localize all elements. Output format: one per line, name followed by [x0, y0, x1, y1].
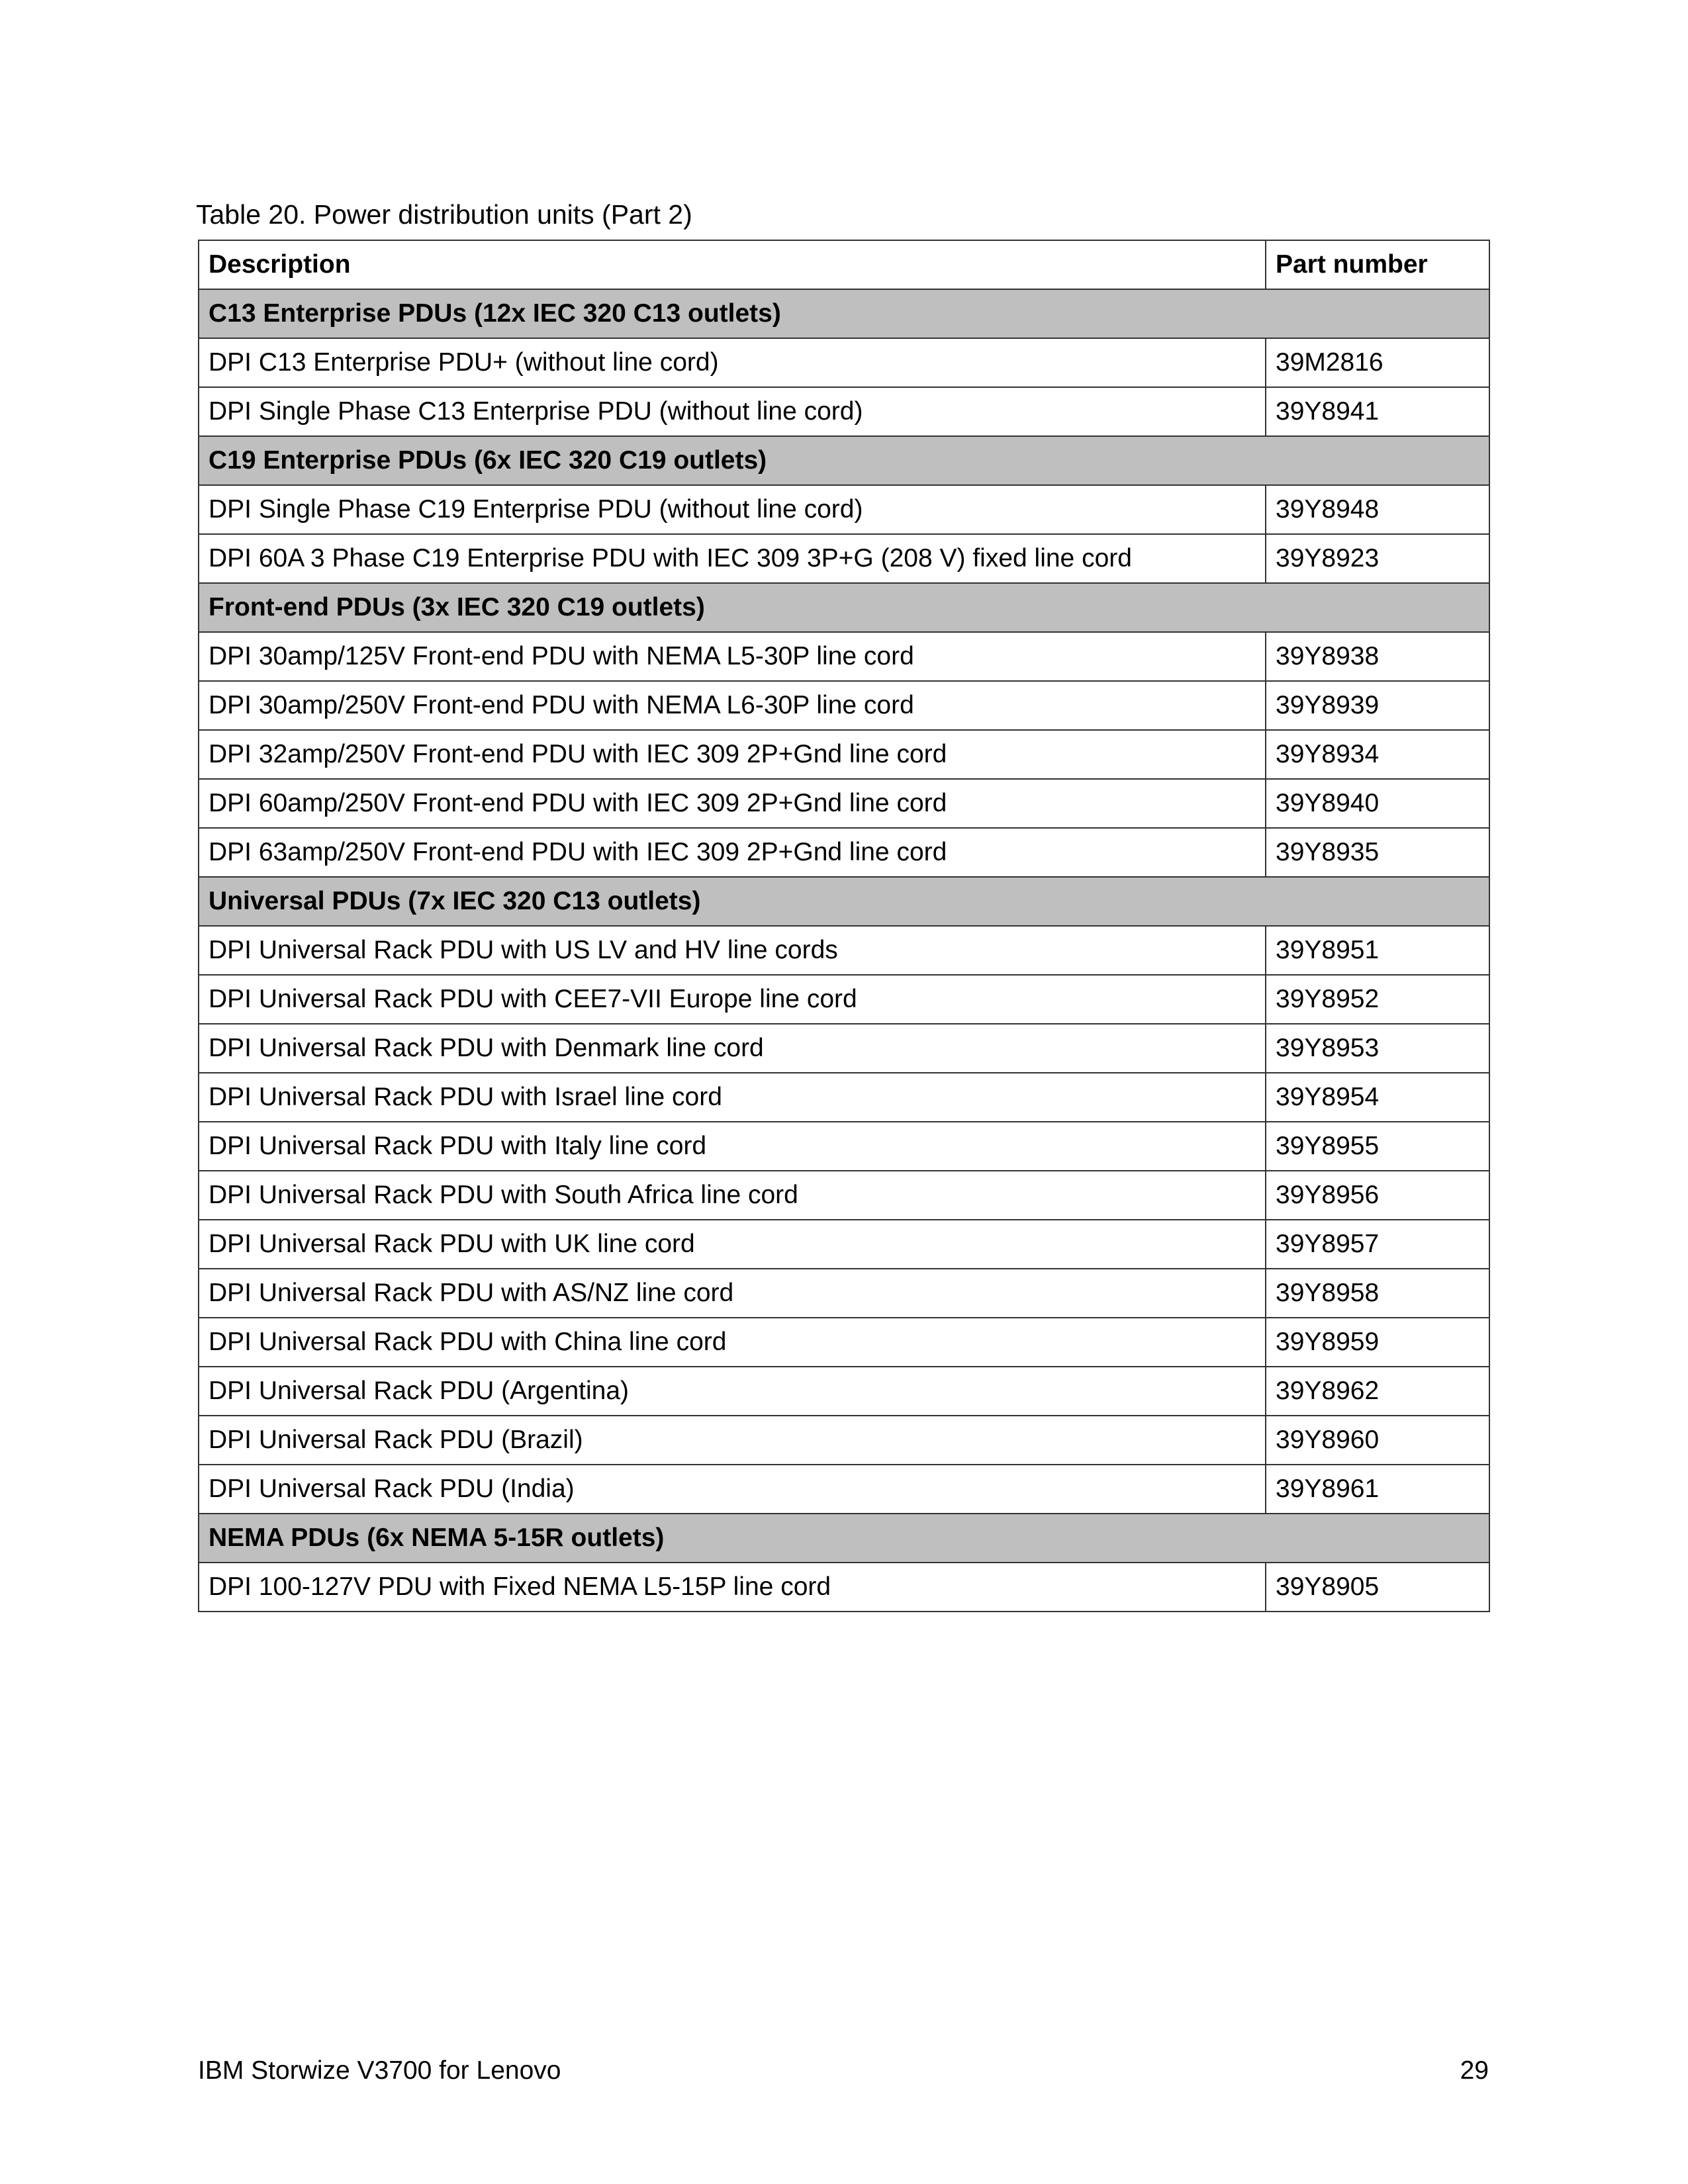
table-group-row: [199, 436, 1489, 485]
table-row: [199, 1465, 1489, 1514]
description-cell: DPI 60amp/250V Front-end PDU with IEC 309 2P+Gnd line cord: [199, 779, 1266, 828]
table-header-row: [199, 240, 1489, 289]
description-cell: DPI Universal Rack PDU with Israel line cord: [199, 1073, 1266, 1122]
part-number-cell: 39Y8961: [1266, 1465, 1489, 1514]
column-header-part-number: Part number: [1266, 240, 1489, 289]
part-number-cell: 39Y8934: [1266, 730, 1489, 779]
part-number-cell: 39Y8962: [1266, 1367, 1489, 1416]
description-cell: DPI Universal Rack PDU with US LV and HV line cords: [199, 926, 1266, 975]
table-row: [199, 1367, 1489, 1416]
part-number-cell: 39Y8960: [1266, 1416, 1489, 1465]
table-group-row: [199, 1514, 1489, 1563]
table-row: [199, 926, 1489, 975]
table-row: [199, 1024, 1489, 1073]
description-cell: DPI Single Phase C19 Enterprise PDU (without line cord): [199, 485, 1266, 534]
table-row: [199, 632, 1489, 681]
group-label: Universal PDUs (7x IEC 320 C13 outlets): [199, 877, 1489, 926]
part-number-cell: 39Y8956: [1266, 1171, 1489, 1220]
description-cell: DPI Universal Rack PDU with South Africa line cord: [199, 1171, 1266, 1220]
table-row: [199, 1318, 1489, 1367]
description-cell: DPI 100-127V PDU with Fixed NEMA L5-15P line cord: [199, 1563, 1266, 1612]
description-cell: DPI C13 Enterprise PDU+ (without line cord): [199, 338, 1266, 387]
part-number-cell: 39Y8939: [1266, 681, 1489, 730]
description-cell: DPI Universal Rack PDU with Italy line cord: [199, 1122, 1266, 1171]
description-cell: DPI 30amp/125V Front-end PDU with NEMA L5-30P line cord: [199, 632, 1266, 681]
description-cell: DPI Universal Rack PDU with UK line cord: [199, 1220, 1266, 1269]
part-number-cell: 39Y8952: [1266, 975, 1489, 1024]
part-number-cell: 39Y8923: [1266, 534, 1489, 583]
part-number-cell: 39Y8958: [1266, 1269, 1489, 1318]
pdu-table: [198, 240, 1490, 1612]
table-row: [199, 1563, 1489, 1612]
part-number-cell: 39Y8941: [1266, 387, 1489, 436]
description-cell: DPI 32amp/250V Front-end PDU with IEC 309 2P+Gnd line cord: [199, 730, 1266, 779]
table-row: [199, 1073, 1489, 1122]
table-row: [199, 1220, 1489, 1269]
table-group-row: [199, 877, 1489, 926]
column-header-description: Description: [199, 240, 1266, 289]
table-row: [199, 730, 1489, 779]
table-row: [199, 681, 1489, 730]
part-number-cell: 39Y8905: [1266, 1563, 1489, 1612]
part-number-cell: 39Y8959: [1266, 1318, 1489, 1367]
table-row: [199, 1269, 1489, 1318]
description-cell: DPI Universal Rack PDU (India): [199, 1465, 1266, 1514]
table-row: [199, 485, 1489, 534]
description-cell: DPI Universal Rack PDU (Argentina): [199, 1367, 1266, 1416]
part-number-cell: 39Y8938: [1266, 632, 1489, 681]
description-cell: DPI Universal Rack PDU (Brazil): [199, 1416, 1266, 1465]
description-cell: DPI Universal Rack PDU with Denmark line cord: [199, 1024, 1266, 1073]
description-cell: DPI Universal Rack PDU with China line cord: [199, 1318, 1266, 1367]
table-row: [199, 1122, 1489, 1171]
group-label: NEMA PDUs (6x NEMA 5-15R outlets): [199, 1514, 1489, 1563]
footer-document-title: IBM Storwize V3700 for Lenovo: [198, 2056, 561, 2085]
table-body: [199, 289, 1489, 1612]
table-group-row: [199, 583, 1489, 632]
group-label: Front-end PDUs (3x IEC 320 C19 outlets): [199, 583, 1489, 632]
group-label: C13 Enterprise PDUs (12x IEC 320 C13 outlets): [199, 289, 1489, 338]
table-row: [199, 534, 1489, 583]
description-cell: DPI Universal Rack PDU with AS/NZ line cord: [199, 1269, 1266, 1318]
description-cell: DPI 63amp/250V Front-end PDU with IEC 309 2P+Gnd line cord: [199, 828, 1266, 877]
footer-page-number: 29: [1460, 2056, 1489, 2085]
table-row: [199, 1171, 1489, 1220]
description-cell: DPI 60A 3 Phase C19 Enterprise PDU with IEC 309 3P+G (208 V) fixed line cord: [199, 534, 1266, 583]
description-cell: DPI Universal Rack PDU with CEE7-VII Europe line cord: [199, 975, 1266, 1024]
table-caption: Table 20. Power distribution units (Part 2): [196, 199, 692, 230]
part-number-cell: 39M2816: [1266, 338, 1489, 387]
part-number-cell: 39Y8948: [1266, 485, 1489, 534]
table-row: [199, 975, 1489, 1024]
table-row: [199, 779, 1489, 828]
part-number-cell: 39Y8955: [1266, 1122, 1489, 1171]
table-row: [199, 1416, 1489, 1465]
table-group-row: [199, 289, 1489, 338]
description-cell: DPI 30amp/250V Front-end PDU with NEMA L6-30P line cord: [199, 681, 1266, 730]
description-cell: DPI Single Phase C13 Enterprise PDU (without line cord): [199, 387, 1266, 436]
part-number-cell: 39Y8957: [1266, 1220, 1489, 1269]
part-number-cell: 39Y8953: [1266, 1024, 1489, 1073]
part-number-cell: 39Y8940: [1266, 779, 1489, 828]
table-row: [199, 338, 1489, 387]
table-row: [199, 828, 1489, 877]
part-number-cell: 39Y8951: [1266, 926, 1489, 975]
part-number-cell: 39Y8954: [1266, 1073, 1489, 1122]
part-number-cell: 39Y8935: [1266, 828, 1489, 877]
table-row: [199, 387, 1489, 436]
group-label: C19 Enterprise PDUs (6x IEC 320 C19 outlets): [199, 436, 1489, 485]
